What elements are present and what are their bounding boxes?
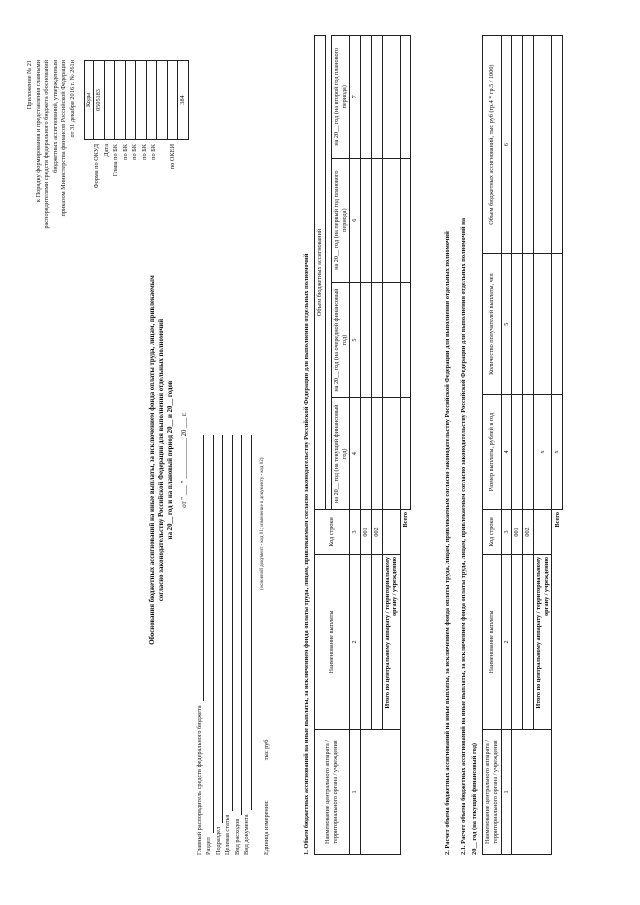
value-cell[interactable] <box>361 398 372 510</box>
row-code: 001 <box>512 510 523 555</box>
date-code[interactable] <box>104 61 115 140</box>
label-okei: по ОКЕИ <box>168 144 176 170</box>
spacer <box>401 730 411 855</box>
label-bk: по БК <box>150 144 158 160</box>
col-year-1: на 20__ год (на текущий финансовый год) <box>331 398 350 510</box>
section-1-title: 1. Объем бюджетных ассигнований на иные выплаты, за исключением фонда оплаты труда, лицам, привлекаемым согласно законодательству Российской Федерации для выполнения отдельных полномочий <box>303 253 310 855</box>
title-line-3: на 20__ год и на плановый период 20__ и 20__ годов <box>167 380 175 540</box>
x-mark: x <box>533 395 552 510</box>
col-num: 2 <box>350 555 361 730</box>
label-bk: по БК <box>121 144 129 160</box>
name-cell[interactable] <box>361 555 372 730</box>
grand-total-label: Всего <box>553 512 561 528</box>
col-num: 3 <box>501 510 512 555</box>
vid-rashodov-field[interactable] <box>233 435 242 815</box>
col-name: Наименование выплаты <box>315 555 350 730</box>
razdel-field[interactable] <box>205 435 214 833</box>
label-vid-rashodov: Вид расходов <box>233 818 241 855</box>
volume-total[interactable] <box>533 36 552 254</box>
col-year-2: на 20__ год (на очередной финансовый год) <box>331 282 350 398</box>
col-num: 6 <box>501 36 512 254</box>
codes-header: Коды <box>85 61 94 140</box>
value-cell[interactable] <box>371 158 382 282</box>
approval-header <box>26 60 77 360</box>
label-bk: по БК <box>131 144 139 160</box>
col-num: 1 <box>501 730 512 855</box>
col-num: 4 <box>350 398 361 510</box>
okei-code: 384 <box>178 61 189 140</box>
spacer <box>552 730 563 855</box>
grand-total-cell[interactable] <box>401 398 411 510</box>
col-year-4: на 20__ год (на второй год планового периода) <box>331 36 350 159</box>
header-line: распорядителями средств федерального бюджета обоснований <box>43 60 50 229</box>
name-cell[interactable] <box>523 555 534 730</box>
value-cell[interactable] <box>361 158 372 282</box>
doc-type-hint: (основной документ - код 01; изменение к документу - код 02) <box>260 457 265 590</box>
label-form-okud: Форма по ОКУД <box>93 144 100 189</box>
col-volume: Объем бюджетных ассигнований <box>315 36 326 510</box>
section-2-table <box>482 35 563 855</box>
podrazdel-field[interactable] <box>214 435 223 823</box>
row-code: 001 <box>361 510 372 555</box>
col-num: 5 <box>501 254 512 395</box>
total-central-label: Итого по центральному аппарату / территориальному органу / учреждению <box>533 555 552 730</box>
rotated-form-sheet <box>20 20 620 880</box>
volume-grand-total[interactable] <box>552 36 563 254</box>
header-line: к Порядку формирования и представления главными <box>34 60 42 203</box>
grand-total-cell[interactable] <box>401 36 411 159</box>
org-cell[interactable] <box>512 730 552 855</box>
label-glava: Глава по БК <box>112 144 120 177</box>
grbs-field[interactable] <box>195 435 204 701</box>
col-size: Размер выплаты, рублей в год <box>483 395 502 510</box>
row-code: 002 <box>371 510 382 555</box>
date-line[interactable]: от " ___ " ____________ 20 ___ г. <box>180 412 188 508</box>
header-line: бюджетных ассигнований, утвержденным <box>51 60 59 173</box>
total-cell[interactable] <box>382 158 401 282</box>
label-bk: по БК <box>140 144 148 160</box>
count-total[interactable] <box>533 254 552 395</box>
total-central-code <box>382 510 401 555</box>
label-celevaya: Целевая статья <box>224 814 232 855</box>
name-cell[interactable] <box>512 555 523 730</box>
row-code: 002 <box>523 510 534 555</box>
label-razdel: Раздел <box>205 837 213 855</box>
header-line: приказом Министерства финансов Российской Федерации <box>60 60 67 217</box>
col-count: Количество получателей выплаты, чел <box>483 254 502 395</box>
value-cell[interactable] <box>371 36 382 159</box>
col-num: 4 <box>501 395 512 510</box>
col-num: 1 <box>350 730 361 855</box>
units-value: тыс руб <box>262 739 270 761</box>
bk-code-3[interactable] <box>146 61 157 140</box>
label-date: Дата <box>102 144 110 157</box>
appendix-number: Приложение № 21 <box>26 60 33 110</box>
col-year-3: на 20__ год (на первый год планового периода) <box>331 158 350 282</box>
size-cell[interactable] <box>523 395 534 510</box>
title-line-2: согласно законодательству Российской Федерации для выполнения отдельных полномочий <box>158 318 166 602</box>
section-1-table <box>314 35 411 855</box>
total-central-code <box>533 510 552 555</box>
size-cell[interactable] <box>512 395 523 510</box>
volume-cell[interactable] <box>512 36 523 254</box>
bk-code-2[interactable] <box>136 61 147 140</box>
label-vid-doc: Вид документа <box>243 814 251 855</box>
name-cell[interactable] <box>371 555 382 730</box>
grand-total-label: Всего <box>402 512 409 528</box>
label-podrazdel: Подраздел <box>214 826 222 855</box>
bk-code-1[interactable] <box>125 61 136 140</box>
label-grbs: Главный распорядитель средств федерального бюджета <box>196 705 203 855</box>
col-code: Код строки <box>483 510 502 555</box>
form-title <box>148 160 189 760</box>
glava-code[interactable] <box>115 61 126 140</box>
col-org: Наименование центрального аппарата / территориального органа / учреждения <box>483 730 502 855</box>
section-2-1-year: 20__ год (на текущий финансовый год) <box>471 742 478 855</box>
header-line: от 31 декабря 2016 г. № 261н <box>68 60 76 138</box>
total-cell[interactable] <box>382 398 401 510</box>
org-cell[interactable] <box>361 730 401 855</box>
count-grand-total[interactable] <box>552 254 563 395</box>
celevaya-field[interactable] <box>224 435 233 811</box>
label-units: Единица измерения: <box>262 800 270 855</box>
total-central-label: Итого по центральному аппарату / территориальному органу / учреждению <box>382 555 401 730</box>
value-cell[interactable] <box>361 36 372 159</box>
col-num: 3 <box>350 510 361 555</box>
grand-total-cell[interactable] <box>401 158 411 282</box>
bk-code-4[interactable] <box>157 61 168 140</box>
count-cell[interactable] <box>523 254 534 395</box>
count-cell[interactable] <box>512 254 523 395</box>
col-num: 2 <box>501 555 512 730</box>
col-volume: Объем бюджетных ассигнований, тыс руб (гр.4 * гр.5 / 1000) <box>483 36 502 254</box>
value-cell[interactable] <box>371 282 382 398</box>
total-cell[interactable] <box>382 282 401 398</box>
title-line-1: Обоснования бюджетных ассигнований на иные выплаты, за исключением фонда оплаты труда, лицам, привлекаемым <box>149 275 156 645</box>
value-cell[interactable] <box>371 398 382 510</box>
value-cell[interactable] <box>361 282 372 398</box>
col-num: 7 <box>350 36 361 159</box>
vid-doc-field[interactable] <box>243 435 252 810</box>
col-name: Наименование выплаты <box>483 555 502 730</box>
section-2-title: 2. Расчет объема бюджетных ассигнований на иные выплаты, за исключением фонда оплаты труда, лицам, привлекаемым согласно законодательству Российской Федерации для выполнения отдельных полномочий <box>444 231 451 855</box>
blank-code[interactable] <box>167 61 178 140</box>
col-num: 6 <box>350 158 361 282</box>
volume-cell[interactable] <box>523 36 534 254</box>
total-cell[interactable] <box>382 36 401 159</box>
okud-code: 0505183 <box>94 61 105 140</box>
col-num: 5 <box>350 282 361 398</box>
codes-table <box>84 60 189 140</box>
col-code: Код строки <box>315 510 350 555</box>
x-mark: x <box>552 395 563 510</box>
section-2-1-title: 2.1. Расчет объема бюджетных ассигнований на иные выплаты, за исключением фонда оплаты труда, лицам, привлекаемым согласно законодательству Российской Федерации для выполнения отдельных полномочий на <box>460 217 467 855</box>
grand-total-cell[interactable] <box>401 282 411 398</box>
col-org: Наименование центрального аппарата / территориального органа / учреждения <box>315 730 350 855</box>
